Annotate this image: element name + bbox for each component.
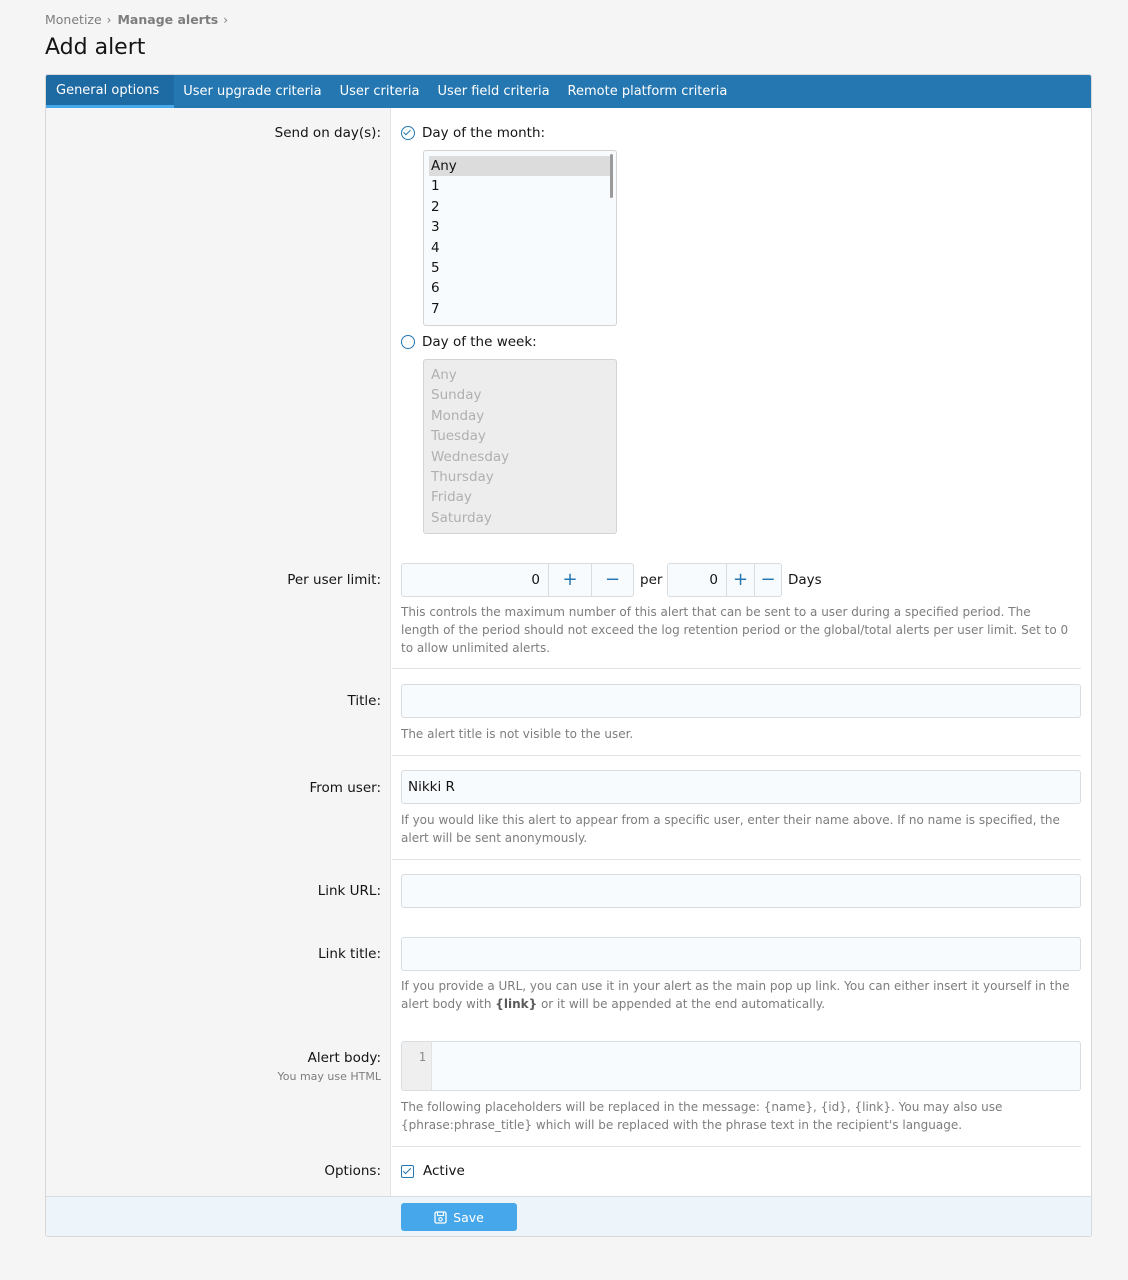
breadcrumb-monetize[interactable]: Monetize xyxy=(45,12,102,27)
checkbox-checked-icon[interactable] xyxy=(401,1165,414,1178)
day-of-month-label: Day of the month: xyxy=(422,125,546,141)
alert-body-hint: You may use HTML xyxy=(277,1070,381,1083)
from-user-label: From user: xyxy=(309,780,381,796)
link-title-input[interactable] xyxy=(401,937,1081,971)
title-input[interactable] xyxy=(401,684,1081,718)
list-item: Sunday xyxy=(431,387,482,404)
chevron-right-icon: › xyxy=(223,12,229,27)
options-label: Options: xyxy=(324,1163,381,1179)
list-item[interactable]: Any xyxy=(429,156,612,176)
divider xyxy=(392,668,1081,669)
divider xyxy=(392,859,1081,860)
list-item[interactable]: 1 xyxy=(431,178,440,195)
link-url-input[interactable] xyxy=(401,874,1081,908)
plus-icon[interactable]: + xyxy=(562,569,578,590)
per-user-limit-explain: This controls the maximum number of this alert that can be sent to a user during a specified period. The length of the period should not exceed the log retention period or the global/total alerts per user limit. Set to 0 to allow unlimited alerts. xyxy=(401,605,1069,655)
limit-period-value[interactable]: 0 xyxy=(668,564,727,596)
alert-body-explain: The following placeholders will be replaced in the message: {name}, {id}, {link}. You may also use {phrase:phrase_title} which will be replaced with the phrase text in the recipient's language. xyxy=(401,1100,1003,1132)
list-item[interactable]: 7 xyxy=(431,300,440,317)
tab-remote-platform-criteria[interactable]: Remote platform criteria xyxy=(567,84,728,99)
link-url-label: Link URL: xyxy=(317,883,381,899)
alert-body-editor[interactable] xyxy=(401,1041,1081,1091)
list-item[interactable]: 5 xyxy=(431,259,440,276)
save-button[interactable] xyxy=(401,1203,517,1231)
day-of-week-label: Day of the week: xyxy=(422,334,537,350)
list-item: Friday xyxy=(431,489,472,506)
radio-checked-icon[interactable] xyxy=(401,126,415,140)
list-item: Any xyxy=(431,367,457,383)
alert-body-label: Alert body: You may use HTML xyxy=(277,1050,381,1083)
form-footer xyxy=(46,1196,1091,1236)
list-item: Thursday xyxy=(431,468,494,485)
from-user-explain: If you would like this alert to appear from a specific user, enter their name above. If no name is specified, the alert will be sent anonymously. xyxy=(401,813,1060,845)
day-of-month-radio[interactable] xyxy=(401,125,545,141)
limit-count-value[interactable]: 0 xyxy=(402,564,549,596)
limit-count-stepper[interactable] xyxy=(401,563,634,597)
list-item: Wednesday xyxy=(431,448,510,465)
day-of-month-select[interactable] xyxy=(423,150,617,326)
title-label: Title: xyxy=(347,693,381,709)
day-of-week-radio[interactable] xyxy=(401,334,537,350)
list-item[interactable]: 6 xyxy=(431,280,440,297)
list-item[interactable]: 2 xyxy=(431,198,440,215)
tab-bar xyxy=(46,75,1091,108)
radio-unchecked-icon[interactable] xyxy=(401,335,415,349)
minus-icon[interactable]: − xyxy=(591,564,633,596)
tab-general-options[interactable]: General options xyxy=(46,75,174,108)
link-placeholder-code: {link} xyxy=(495,997,538,1011)
list-item[interactable]: 4 xyxy=(431,239,440,256)
link-title-label: Link title: xyxy=(318,946,381,962)
from-user-input[interactable]: Nikki R xyxy=(401,770,1081,804)
divider xyxy=(392,755,1081,756)
label-column xyxy=(46,108,391,1196)
title-explain: The alert title is not visible to the user. xyxy=(401,727,634,741)
line-number: 1 xyxy=(402,1042,432,1090)
send-on-days-label: Send on day(s): xyxy=(274,125,381,141)
tab-user-criteria[interactable]: User criteria xyxy=(339,84,420,99)
divider xyxy=(392,1146,1081,1147)
days-unit-text: Days xyxy=(788,572,822,588)
active-checkbox[interactable] xyxy=(401,1163,465,1179)
breadcrumb xyxy=(45,12,234,27)
link-title-explain: If you provide a URL, you can use it in your alert as the main pop up link. You can either insert it yourself in the alert body with {link} or it will be appended at the end automatically. xyxy=(401,979,1070,1011)
save-icon xyxy=(434,1211,447,1224)
day-of-week-select xyxy=(423,359,617,534)
per-text: per xyxy=(640,572,663,588)
limit-period-stepper[interactable] xyxy=(667,563,782,597)
scrollbar[interactable] xyxy=(610,154,613,198)
tab-user-field-criteria[interactable]: User field criteria xyxy=(437,84,550,99)
per-user-limit-label: Per user limit: xyxy=(287,572,381,588)
alert-form-panel xyxy=(45,74,1092,1237)
tab-user-upgrade-criteria[interactable]: User upgrade criteria xyxy=(183,84,322,99)
minus-icon[interactable]: − xyxy=(754,564,781,596)
page-title: Add alert xyxy=(45,35,146,60)
active-label: Active xyxy=(423,1163,465,1179)
list-item[interactable]: 3 xyxy=(431,219,440,236)
list-item: Saturday xyxy=(431,509,492,526)
list-item: Tuesday xyxy=(431,428,486,445)
list-item: Monday xyxy=(431,407,485,424)
chevron-right-icon: › xyxy=(106,12,112,27)
save-button-label: Save xyxy=(453,1209,484,1225)
plus-icon[interactable]: + xyxy=(732,569,749,590)
breadcrumb-manage-alerts[interactable]: Manage alerts xyxy=(117,12,219,27)
